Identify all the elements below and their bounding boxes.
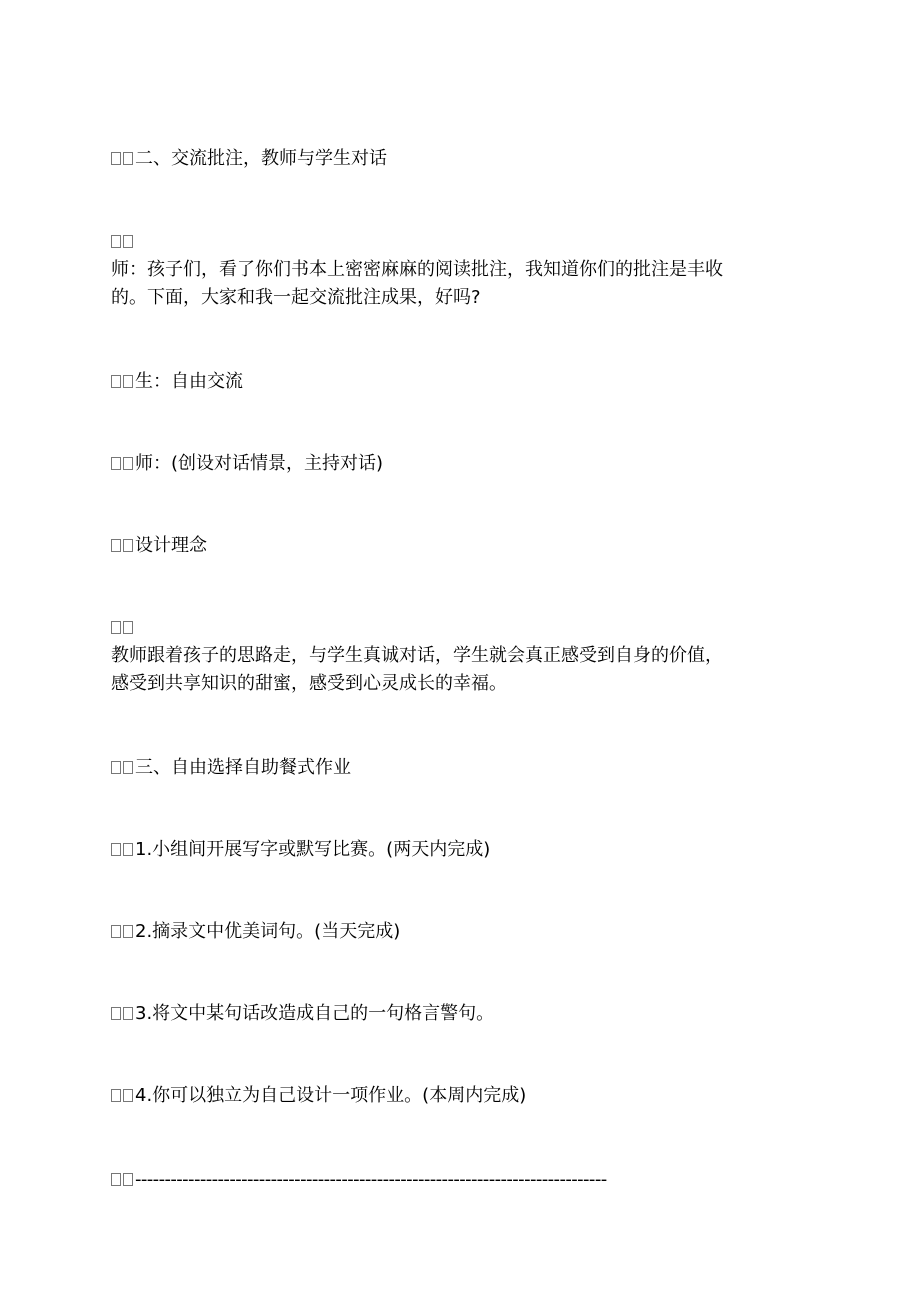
homework-item-1 xyxy=(111,836,811,864)
paragraph-text: 1.小组间开展写字或默写比赛。(两天内完成) xyxy=(135,839,491,860)
missing-glyph-boxes xyxy=(111,1166,135,1194)
student-free-exchange xyxy=(111,368,811,396)
separator-line xyxy=(111,1166,811,1194)
teacher-intro-paragraph xyxy=(111,228,811,312)
paragraph-line: 的。下面，大家和我一起交流批注成果，好吗? xyxy=(111,287,481,308)
missing-glyph-boxes xyxy=(111,450,135,478)
missing-glyph-boxes xyxy=(111,754,135,782)
paragraph-text: 设计理念 xyxy=(135,535,207,556)
homework-item-4 xyxy=(111,1082,811,1110)
homework-item-2 xyxy=(111,918,811,946)
paragraph-line: 教师跟着孩子的思路走，与学生真诚对话，学生就会真正感受到自身的价值， xyxy=(111,645,723,666)
paragraph-text: -------------------------------------------------------------------------------- xyxy=(135,1169,607,1190)
heading-homework-choice xyxy=(111,754,811,782)
missing-glyph-boxes xyxy=(111,145,135,173)
missing-glyph-boxes xyxy=(111,614,135,642)
teacher-dialogue-setup xyxy=(111,450,811,478)
paragraph-text: 生：自由交流 xyxy=(135,371,243,392)
paragraph-line: 师：孩子们，看了你们书本上密密麻麻的阅读批注，我知道你们的批注是丰收 xyxy=(111,259,723,280)
heading-exchange-annotations xyxy=(111,145,811,173)
missing-glyph-boxes xyxy=(111,228,135,256)
paragraph-text: 4.你可以独立为自己设计一项作业。(本周内完成) xyxy=(135,1085,527,1106)
paragraph-text: 3.将文中某句话改造成自己的一句格言警句。 xyxy=(135,1003,495,1024)
missing-glyph-boxes xyxy=(111,836,135,864)
missing-glyph-boxes xyxy=(111,1000,135,1028)
missing-glyph-boxes xyxy=(111,918,135,946)
paragraph-text: 2.摘录文中优美词句。(当天完成) xyxy=(135,921,401,942)
missing-glyph-boxes xyxy=(111,1082,135,1110)
paragraph-text: 二、交流批注，教师与学生对话 xyxy=(135,148,387,169)
paragraph-line: 感受到共享知识的甜蜜，感受到心灵成长的幸福。 xyxy=(111,673,507,694)
homework-item-3 xyxy=(111,1000,811,1028)
missing-glyph-boxes xyxy=(111,368,135,396)
paragraph-text: 三、自由选择自助餐式作业 xyxy=(135,757,351,778)
design-concept-paragraph xyxy=(111,614,811,698)
missing-glyph-boxes xyxy=(111,532,135,560)
paragraph-text: 师：(创设对话情景，主持对话) xyxy=(135,453,384,474)
design-concept-heading xyxy=(111,532,811,560)
